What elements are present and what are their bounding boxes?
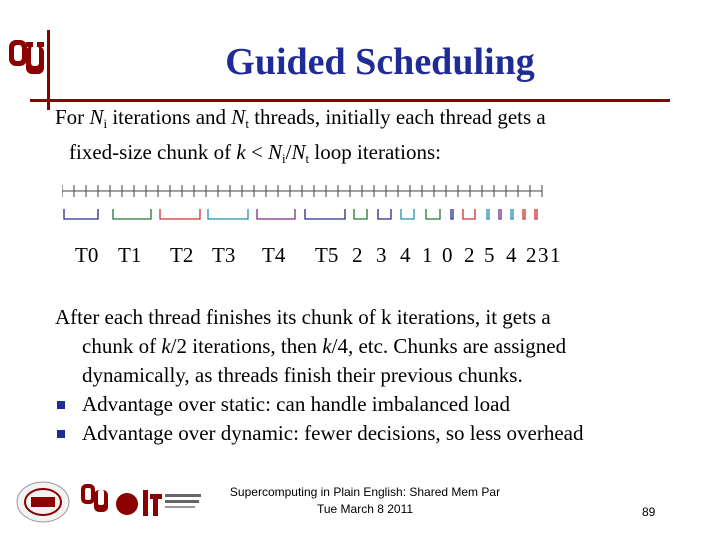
chunk-bracket [305, 209, 345, 219]
after-paragraph [55, 303, 705, 448]
chunk-label: T1 [118, 243, 142, 267]
chunk-bracket [113, 209, 151, 219]
chunk-label: 2 [464, 243, 475, 267]
after-line-2: chunk of k/2 iterations, then k/4, etc. Chunks are assigned [82, 334, 567, 358]
intro-paragraph [55, 103, 695, 173]
frame-horizontal-rule [30, 99, 670, 102]
footer-line-2: Tue March 8 2011 [316, 502, 414, 516]
slide-title: Guided Scheduling [225, 41, 535, 83]
chunk-bracket [535, 209, 537, 219]
intro-line-2: fixed-size chunk of $k < N_i/N_t$ loop iterations: [69, 140, 441, 166]
chunk-label: 2 [352, 243, 363, 267]
slide-footer [195, 484, 535, 518]
chunk-bracket [64, 209, 98, 219]
chunk-label: T2 [170, 243, 194, 267]
chunk-label: 1 [422, 243, 433, 267]
chunk-bracket [160, 209, 200, 219]
chunk-label: 4 [400, 243, 411, 267]
chunk-label: 2 [526, 243, 537, 267]
chunk-bracket [511, 209, 513, 219]
ou-small-logo-icon [81, 484, 108, 512]
chunk-bracket [354, 209, 367, 219]
bullet-item: Advantage over dynamic: fewer decisions, so less overhead [55, 419, 705, 448]
ou-it-logo-icon [116, 490, 201, 516]
chunk-bracket [451, 209, 453, 219]
chunk-label: 1 [550, 243, 561, 267]
chunk-bracket [208, 209, 248, 219]
footer-logos [15, 478, 205, 528]
oscer-logo-icon [17, 482, 69, 522]
bullet-item: Advantage over static: can handle imbalanced load [55, 390, 705, 419]
chunk-bracket [499, 209, 501, 219]
chunk-label: T5 [315, 243, 339, 267]
chunk-label: T3 [212, 243, 236, 267]
chunk-label: T4 [262, 243, 286, 267]
chunk-label: 4 [506, 243, 517, 267]
chunk-label: 5 [484, 243, 495, 267]
chunk-bracket [401, 209, 414, 219]
chunk-labels [0, 243, 720, 271]
bullet-square-icon [57, 401, 65, 409]
chunk-label: 0 [442, 243, 453, 267]
chunk-bracket [523, 209, 525, 219]
chunk-label: 3 [538, 243, 549, 267]
chunk-bracket [257, 209, 295, 219]
after-line-1: After each thread finishes its chunk of k iterations, it gets a [55, 305, 551, 329]
after-line-3: dynamically, as threads finish their previous chunks. [82, 363, 523, 387]
iteration-ruler [62, 183, 562, 223]
chunk-bracket [487, 209, 489, 219]
page-number: 89 [642, 505, 656, 519]
chunk-label: 3 [376, 243, 387, 267]
chunk-bracket [463, 209, 475, 219]
chunk-bracket [426, 209, 440, 219]
bullet-square-icon [57, 430, 65, 438]
footer-line-1: Supercomputing in Plain English: Shared Mem Par [229, 485, 501, 499]
chunk-label: T0 [75, 243, 99, 267]
intro-line-1: For $N_i$ iterations and $N_t$ threads, initially each thread gets a [55, 105, 546, 131]
chunk-bracket [378, 209, 391, 219]
